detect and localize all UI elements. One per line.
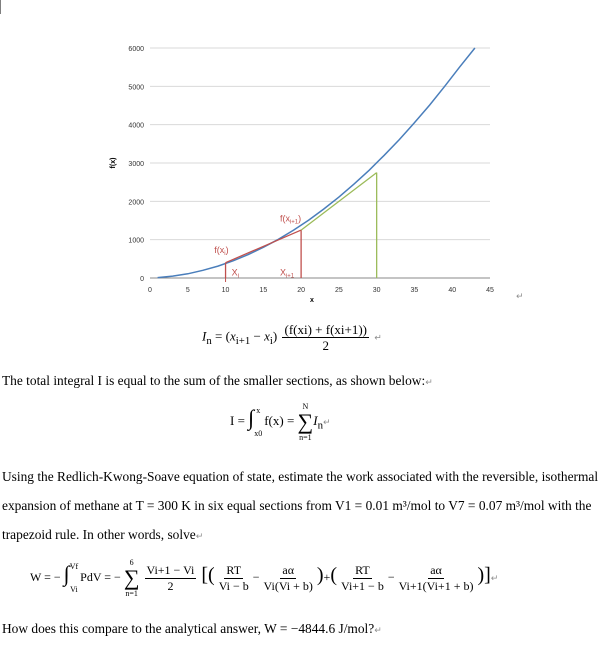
x-axis-label: x — [310, 297, 314, 304]
x-tick-label: 25 — [334, 287, 343, 294]
x-tick-label: 35 — [410, 287, 419, 294]
x-tick-label: 45 — [486, 287, 494, 294]
annotation-xi1: $X_{i+1}$ — [279, 267, 295, 280]
annotation-f-xi: $f(x_i)$ — [214, 245, 229, 258]
x-tick-label: 30 — [372, 287, 381, 294]
annotation-f-xi1: $f(x_{i+1})$ — [279, 213, 302, 226]
x-tick-label: 15 — [259, 287, 268, 294]
x-tick-label: 40 — [448, 287, 457, 294]
y-tick-label: 3000 — [128, 161, 144, 168]
y-tick-label: 6000 — [128, 46, 144, 53]
y-axis-label: f(x) — [110, 157, 117, 169]
x-tick-label: 0 — [148, 287, 152, 294]
y-tick-label: 1000 — [128, 237, 144, 245]
chart-return-mark: ↵ — [516, 292, 524, 302]
y-tick-label: 5000 — [128, 84, 144, 92]
x-tick-label: 5 — [185, 287, 190, 294]
paragraph-analytical-comparison: How does this compare to the analytical answer, W = −4844.6 J/mol?↵ — [2, 621, 382, 636]
equation-work-trapezoid: W = − ∫ Vf Vi PdV = − 6 ∑ n=1 $\frac{Vi+1 - Vi}{2}$ [( $\frac{RT}{Vi - b}$ − $\frac{a\alpha}{Vi(Vi + b)}$ )+( $\frac{RT}{Vi+1 - b}$ − $\frac{a\alpha}{Vi+1(Vi+1 + b)}$ )]↵ — [30, 558, 499, 598]
paragraph-total-integral: The total integral I is equal to the sum of the smaller sections, as shown below:↵ — [2, 373, 433, 388]
annotation-xi: $X_i$ — [231, 267, 239, 280]
x-tick-label: 10 — [221, 287, 230, 294]
x-tick-label: 20 — [297, 287, 306, 294]
equation-total-integral: I = ∫ x x0 f(x) = N ∑ n=1 $I_n↵$ — [230, 402, 331, 442]
paragraph-problem-statement: Using the Redlich-Kwong-Soave equation of state, estimate the work associated with the reversible, isothermal expansion of methane at T = 300 K in six equal sections from V1 = 0.01 m³/mol to V7 = 0.07 m³/mol with the trapezoid rule. In other words, solve↵ — [2, 469, 599, 542]
page-corner-mark — [0, 0, 1, 14]
y-tick-label: 4000 — [128, 122, 144, 130]
y-tick-label: 0 — [140, 276, 144, 283]
trapezoid-chord — [226, 230, 302, 263]
trapezoid-chart — [105, 30, 505, 305]
y-tick-label: 2000 — [128, 199, 144, 207]
equation-trapezoid-section: $I_n = (x_{i+1} - x_i)$ $\frac{(f(xi) + f(xi+1))}{2}$ ↵ — [202, 322, 382, 353]
